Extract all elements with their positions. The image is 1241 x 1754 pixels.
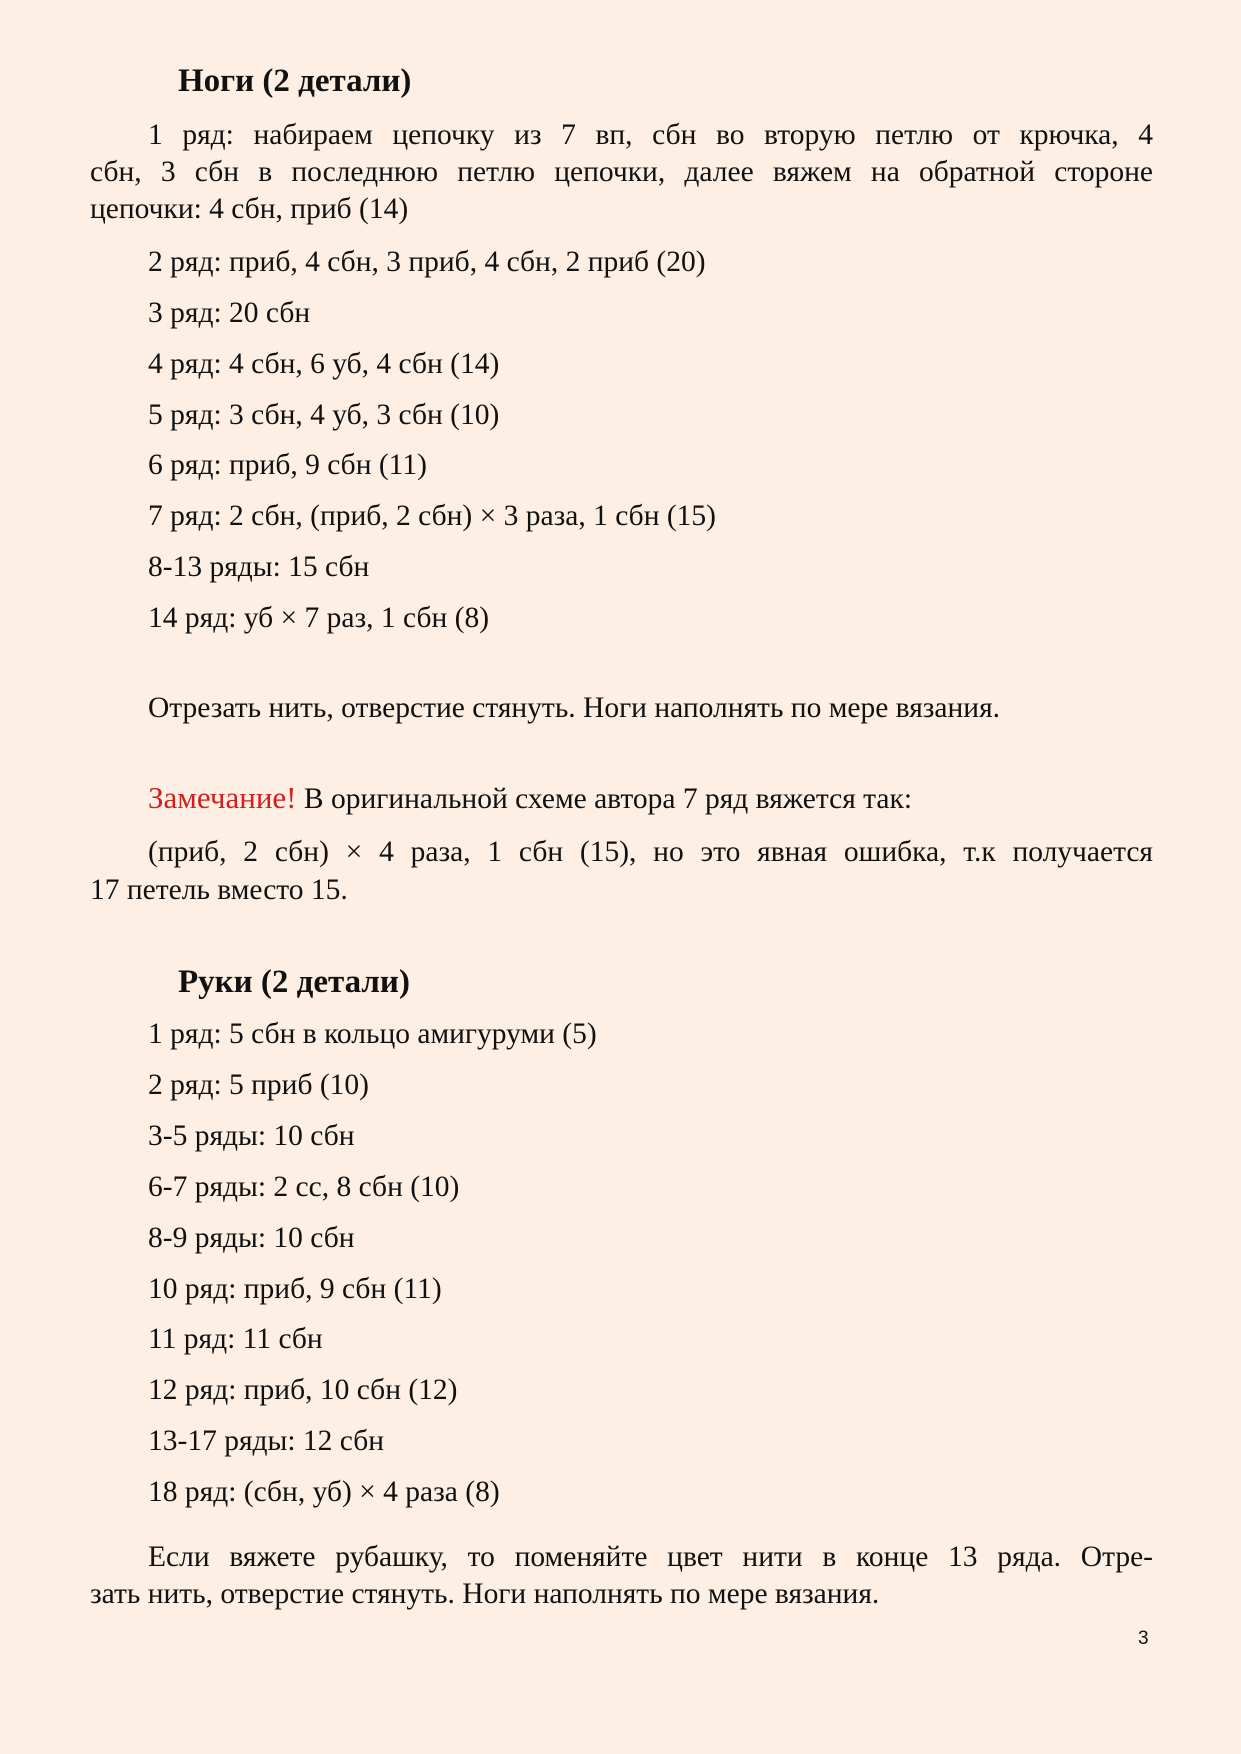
finish-text: Отрезать нить, отверстие стянуть. Ноги наполнять по мере вязания.: [148, 692, 1001, 724]
row-text: 1 ряд: 5 сбн в кольцо амигуруми (5): [148, 1018, 597, 1050]
finish-text: Если вяжете рубашку, то поменяйте цвет нити в конце 13 ряда. Отре-: [148, 1541, 1153, 1573]
finish-text: зать нить, отверстие стянуть. Ноги наполнять по мере вязания.: [90, 1578, 880, 1610]
row-text: 6 ряд: приб, 9 сбн (11): [148, 449, 427, 481]
page-number: 3: [1138, 1628, 1149, 1649]
row-text: 11 ряд: 11 сбн: [148, 1323, 323, 1355]
note-line: 17 петель вместо 15.: [90, 874, 348, 906]
row-text: 2 ряд: 5 приб (10): [148, 1069, 370, 1101]
row-text: 3-5 ряды: 10 сбн: [148, 1120, 355, 1152]
section-title-legs: Ноги (2 детали): [178, 63, 412, 99]
row-text: 6-7 ряды: 2 сс, 8 сбн (10): [148, 1171, 460, 1203]
row-text: 8-13 ряды: 15 сбн: [148, 551, 370, 583]
row-text: 1 ряд: набираем цепочку из 7 вп, сбн во вторую петлю от крючка, 4: [148, 119, 1153, 151]
row-text: 13-17 ряды: 12 сбн: [148, 1425, 385, 1457]
row-text: 2 ряд: приб, 4 сбн, 3 приб, 4 сбн, 2 приб (20): [148, 246, 706, 278]
note-label: Замечание!: [148, 780, 297, 815]
row-text: 3 ряд: 20 сбн: [148, 297, 311, 329]
row-text: 5 ряд: 3 сбн, 4 уб, 3 сбн (10): [148, 399, 500, 431]
note-paragraph: [148, 780, 912, 817]
row-text: сбн, 3 сбн в последнюю петлю цепочки, далее вяжем на обратной стороне: [90, 156, 1153, 188]
row-text: 10 ряд: приб, 9 сбн (11): [148, 1273, 442, 1305]
note-text: В оригинальной схеме автора 7 ряд вяжется так:: [296, 783, 913, 815]
section-title-arms: Руки (2 детали): [178, 964, 410, 1000]
row-text: цепочки: 4 сбн, приб (14): [90, 193, 409, 225]
row-text: 4 ряд: 4 сбн, 6 уб, 4 сбн (14): [148, 348, 500, 380]
row-text: 7 ряд: 2 сбн, (приб, 2 сбн) × 3 раза, 1 сбн (15): [148, 500, 717, 532]
row-text: 18 ряд: (сбн, уб) × 4 раза (8): [148, 1476, 500, 1508]
row-text: 12 ряд: приб, 10 сбн (12): [148, 1374, 458, 1406]
note-line: (приб, 2 сбн) × 4 раза, 1 сбн (15), но это явная ошибка, т.к получается: [148, 836, 1153, 868]
row-text: 14 ряд: уб × 7 раз, 1 сбн (8): [148, 602, 490, 634]
row-text: 8-9 ряды: 10 сбн: [148, 1222, 355, 1254]
